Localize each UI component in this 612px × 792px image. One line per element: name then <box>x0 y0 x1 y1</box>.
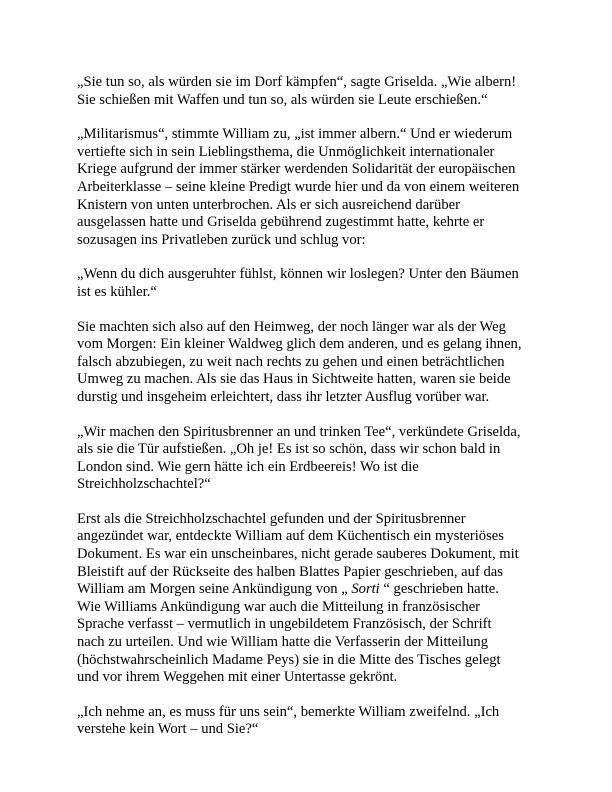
paragraph-1: „Sie tun so, als würden sie im Dorf kämpfen“, sagte Griselda. „Wie albern! Sie schießen mit Waffen und tun so, als würden sie Leute erschießen.“ <box>77 74 517 108</box>
paragraph-6 <box>77 511 537 687</box>
paragraph-2: „Militarismus“, stimmte William zu, „ist immer albern.“ Und er wiederum vertiefte sich in sein Lieblingsthema, die Unmöglichkeit internationaler Kriege aufgrund der immer stärker werdenden Solidarität der europäischen Arbeiterklasse – seine kleine Predigt wurde hier und da von einem weiteren Knistern von unten unterbrochen. Als er sich ausreichend darüber ausgelassen hatte und Griselda gebührend zugestimmt hatte, kehrte er sozusagen ins Privatleben zurück und schlug vor: <box>77 126 520 248</box>
paragraph-6-after: “ geschrieben hatte. Wie Williams Ankündigung war auch die Mitteilung in französischer Sprache verfasst – vermutlich in ungebildetem Französisch, der Schrift nach zu urteilen. Und wie William hatte die Verfasserin der Mitteilung (höchstwahrscheinlich Madame Peys) sie in die Mitte des Tisches gelegt und vor ihrem Weggehen mit einer Untertasse gekrönt. <box>77 581 501 686</box>
paragraph-3: „Wenn du dich ausgeruhter fühlst, können wir loslegen? Unter den Bäumen ist es kühler.“ <box>77 266 519 300</box>
paragraph-6-italic: Sorti <box>351 581 380 598</box>
body-text <box>77 74 537 756</box>
paragraph-4: Sie machten sich also auf den Heimweg, der noch länger war als der Weg vom Morgen: Ein kleiner Waldweg glich dem anderen, und es gelang ihnen, falsch abzubiegen, zu weit nach rechts zu gehen und einen beträchtlichen Umweg zu machen. Als sie das Haus in Sichtweite hatten, waren sie beide durstig und insgeheim erleichtert, dass ihr letzter Ausflug vorüber war. <box>77 318 522 405</box>
paragraph-7: „Ich nehme an, es muss für uns sein“, bemerkte William zweifelnd. „Ich verstehe kein Wort – und Sie?“ <box>77 703 500 738</box>
paragraph-6-before: Erst als die Streichholzschachtel gefunden und der Spiritusbrenner angezündet war, entdeckte William auf dem Küchentisch ein mysteriöses Dokument. Es war ein unscheinbares, nicht gerade sauberes Dokument, mit Bleistift auf der Rückseite des halben Blattes Papier geschrieben, auf das William am Morgen seine Ankündigung von „ <box>77 510 519 598</box>
paragraph-5: „Wir machen den Spiritusbrenner an und trinken Tee“, verkündete Griselda, als sie die Tür aufstießen. „Oh je! Es ist so schön, dass wir schon bald in London sind. Wie gern hätte ich ein Erdbeereis! Wo ist die Streichholzschachtel?“ <box>77 423 521 493</box>
